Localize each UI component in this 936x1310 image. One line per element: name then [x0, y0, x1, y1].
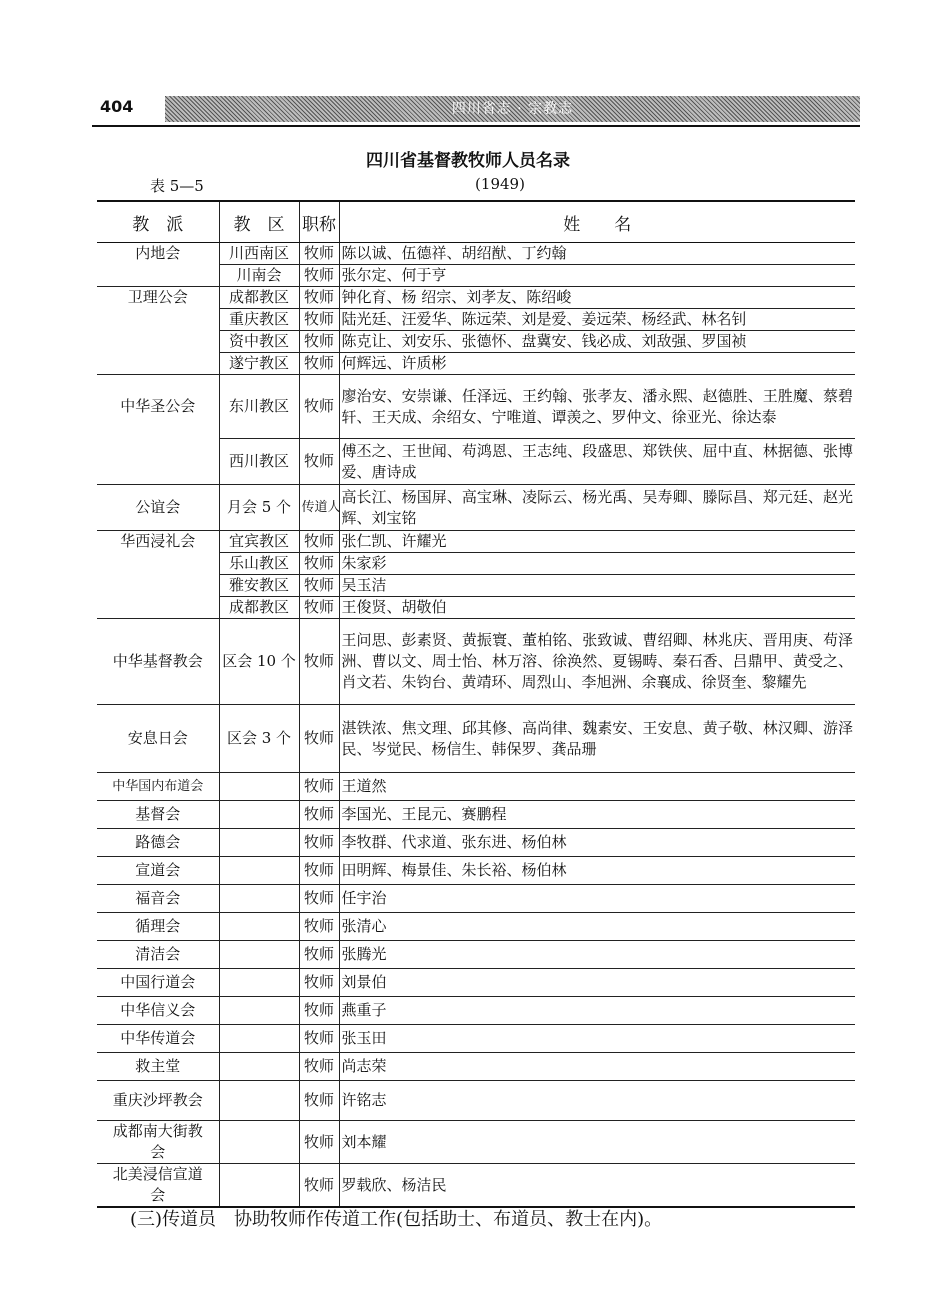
district-cell: 雅安教区 [219, 575, 299, 597]
names-cell: 张腾光 [339, 941, 855, 969]
table-row [97, 913, 855, 941]
title-cell: 牧师 [299, 997, 339, 1025]
denomination-cell: 福音会 [97, 885, 219, 913]
table-row [97, 553, 855, 575]
table-body [97, 243, 855, 1208]
names-cell: 尚志荣 [339, 1053, 855, 1081]
table-row [97, 885, 855, 913]
district-cell: 西川教区 [219, 439, 299, 485]
title-cell: 牧师 [299, 531, 339, 553]
names-cell: 张仁凯、许耀光 [339, 531, 855, 553]
table-row [97, 485, 855, 531]
names-cell: 吴玉洁 [339, 575, 855, 597]
district-cell [219, 1164, 299, 1208]
title-cell: 牧师 [299, 287, 339, 309]
district-cell: 东川教区 [219, 375, 299, 439]
col-title: 职称 [299, 201, 339, 243]
district-cell [219, 1025, 299, 1053]
title-cell: 牧师 [299, 705, 339, 773]
title-cell: 牧师 [299, 829, 339, 857]
table-row [97, 531, 855, 553]
district-cell [219, 997, 299, 1025]
title-cell: 牧师 [299, 1081, 339, 1121]
col-district: 教 区 [219, 201, 299, 243]
table-header-row [97, 201, 855, 243]
title-cell: 传道人 [299, 485, 339, 531]
names-cell: 陈克让、刘安乐、张德怀、盘冀安、钱必成、刘敌强、罗国祯 [339, 331, 855, 353]
district-cell: 宜宾教区 [219, 531, 299, 553]
names-cell: 何辉远、许质彬 [339, 353, 855, 375]
denomination-cell: 卫理公会 [97, 287, 219, 309]
names-cell: 田明辉、梅景佳、朱长裕、杨伯林 [339, 857, 855, 885]
names-cell: 刘景伯 [339, 969, 855, 997]
district-cell [219, 885, 299, 913]
denomination-cell: 安息日会 [97, 705, 219, 773]
table-row [97, 353, 855, 375]
denomination-cell: 中华基督教会 [97, 619, 219, 705]
table-row [97, 1121, 855, 1164]
district-cell: 资中教区 [219, 331, 299, 353]
district-cell: 遂宁教区 [219, 353, 299, 375]
denomination-cell: 华西浸礼会 [97, 531, 219, 553]
denomination-cell: 中华传道会 [97, 1025, 219, 1053]
district-cell: 川西南区 [219, 243, 299, 265]
district-cell [219, 941, 299, 969]
names-cell: 廖治安、安崇谦、任泽远、王约翰、张孝友、潘永熙、赵德胜、王胜魔、蔡碧轩、王天成、余绍女、宁唯道、谭羡之、罗仲文、徐亚光、徐达泰 [339, 375, 855, 439]
pastor-table [97, 200, 855, 1208]
table-row [97, 969, 855, 997]
denomination-cell [97, 265, 219, 287]
table-row [97, 331, 855, 353]
names-cell: 陆光廷、汪爱华、陈远荣、刘是爱、姜远荣、杨经武、林名钊 [339, 309, 855, 331]
col-names: 姓 名 [339, 201, 855, 243]
district-cell [219, 913, 299, 941]
denomination-cell: 成都南大街教会 [97, 1121, 219, 1164]
title-cell: 牧师 [299, 941, 339, 969]
title-cell: 牧师 [299, 243, 339, 265]
table-year: (1949) [475, 175, 525, 193]
district-cell [219, 969, 299, 997]
names-cell: 高长江、杨国屏、高宝琳、凌际云、杨光禹、吴寿卿、滕际昌、郑元廷、赵光辉、刘宝铭 [339, 485, 855, 531]
denomination-cell: 中华国内布道会 [97, 773, 219, 801]
title-cell: 牧师 [299, 265, 339, 287]
title-cell: 牧师 [299, 969, 339, 997]
title-cell: 牧师 [299, 331, 339, 353]
names-cell: 刘本耀 [339, 1121, 855, 1164]
title-cell: 牧师 [299, 575, 339, 597]
denomination-cell: 中华圣公会 [97, 375, 219, 439]
denomination-cell [97, 575, 219, 597]
district-cell: 成都教区 [219, 597, 299, 619]
table-row [97, 243, 855, 265]
denomination-cell: 中国行道会 [97, 969, 219, 997]
names-cell: 李牧群、代求道、张东进、杨伯林 [339, 829, 855, 857]
denomination-cell: 清洁会 [97, 941, 219, 969]
district-cell: 区会 10 个 [219, 619, 299, 705]
names-cell: 许铭志 [339, 1081, 855, 1121]
table-row [97, 375, 855, 439]
denomination-cell: 北美浸信宣道会 [97, 1164, 219, 1208]
title-cell: 牧师 [299, 1053, 339, 1081]
table-number: 表 5—5 [150, 177, 204, 195]
table-row [97, 439, 855, 485]
running-header-band [165, 96, 860, 122]
names-cell: 任宇治 [339, 885, 855, 913]
title-cell: 牧师 [299, 857, 339, 885]
table-row [97, 829, 855, 857]
district-cell: 成都教区 [219, 287, 299, 309]
title-cell: 牧师 [299, 1164, 339, 1208]
table-row [97, 1025, 855, 1053]
denomination-cell: 公谊会 [97, 485, 219, 531]
denomination-cell: 宣道会 [97, 857, 219, 885]
table-row [97, 997, 855, 1025]
names-cell: 陈以诚、伍德祥、胡绍猷、丁约翰 [339, 243, 855, 265]
table-row [97, 1164, 855, 1208]
district-cell [219, 1121, 299, 1164]
title-cell: 牧师 [299, 553, 339, 575]
names-cell: 王俊贤、胡敬伯 [339, 597, 855, 619]
denomination-cell: 救主堂 [97, 1053, 219, 1081]
denomination-cell [97, 597, 219, 619]
district-cell: 区会 3 个 [219, 705, 299, 773]
title-cell: 牧师 [299, 619, 339, 705]
table-row [97, 575, 855, 597]
names-cell: 朱家彩 [339, 553, 855, 575]
names-cell: 燕重子 [339, 997, 855, 1025]
table-row [97, 597, 855, 619]
title-cell: 牧师 [299, 439, 339, 485]
district-cell: 月会 5 个 [219, 485, 299, 531]
denomination-cell: 路德会 [97, 829, 219, 857]
title-cell: 牧师 [299, 309, 339, 331]
table-row [97, 773, 855, 801]
footnote-label: (三)传道员 [130, 1209, 217, 1230]
names-cell: 张玉田 [339, 1025, 855, 1053]
denomination-cell: 循理会 [97, 913, 219, 941]
denomination-cell: 基督会 [97, 801, 219, 829]
title-cell: 牧师 [299, 1121, 339, 1164]
names-cell: 王道然 [339, 773, 855, 801]
title-cell: 牧师 [299, 801, 339, 829]
district-cell: 川南会 [219, 265, 299, 287]
names-cell: 张清心 [339, 913, 855, 941]
denomination-cell [97, 309, 219, 331]
district-cell [219, 801, 299, 829]
col-denomination: 教 派 [97, 201, 219, 243]
names-cell: 王问思、彭素贤、黄振寰、董柏铭、张致诚、曹绍卿、林兆庆、晋用庚、苟泽洲、曹以文、周士怡、林万溶、徐涣然、夏锡畴、秦石香、吕鼎甲、黄受之、肖文若、朱钧台、黄靖环、周烈山、李旭洲、余襄成、徐贤奎、黎耀先 [339, 619, 855, 705]
names-cell: 张尔定、何于亨 [339, 265, 855, 287]
title-cell: 牧师 [299, 773, 339, 801]
names-cell: 钟化育、杨 绍宗、刘孝友、陈绍峻 [339, 287, 855, 309]
table-row [97, 801, 855, 829]
names-cell: 湛铁浓、焦文理、邱其修、高尚律、魏素安、王安息、黄子敬、林汉卿、游泽民、岑觉民、杨信生、韩保罗、龚品珊 [339, 705, 855, 773]
district-cell [219, 1081, 299, 1121]
title-cell: 牧师 [299, 597, 339, 619]
header-rule [92, 125, 860, 127]
denomination-cell [97, 439, 219, 485]
denomination-cell: 中华信义会 [97, 997, 219, 1025]
book-title: 四川省志 · 宗教志 [451, 101, 574, 117]
footnote [130, 1205, 662, 1231]
table-row [97, 941, 855, 969]
table-row [97, 705, 855, 773]
district-cell [219, 829, 299, 857]
district-cell: 乐山教区 [219, 553, 299, 575]
denomination-cell: 重庆沙坪教会 [97, 1081, 219, 1121]
title-cell: 牧师 [299, 1025, 339, 1053]
district-cell [219, 857, 299, 885]
title-cell: 牧师 [299, 375, 339, 439]
denomination-cell [97, 331, 219, 353]
title-cell: 牧师 [299, 353, 339, 375]
table-row [97, 309, 855, 331]
district-cell: 重庆教区 [219, 309, 299, 331]
table-row [97, 265, 855, 287]
denomination-cell [97, 553, 219, 575]
page-number: 404 [100, 97, 134, 116]
district-cell [219, 1053, 299, 1081]
table-row [97, 287, 855, 309]
table-row [97, 619, 855, 705]
names-cell: 李国光、王昆元、赛鹏程 [339, 801, 855, 829]
table-row [97, 1081, 855, 1121]
denomination-cell [97, 353, 219, 375]
footnote-text: 协助牧师作传道工作(包括助士、布道员、教士在内)。 [234, 1209, 663, 1230]
names-cell: 傅丕之、王世闻、苟鸿恩、王志纯、段盛思、郑铁侠、屈中直、林据德、张博爱、唐诗成 [339, 439, 855, 485]
table-row [97, 1053, 855, 1081]
denomination-cell: 内地会 [97, 243, 219, 265]
title-cell: 牧师 [299, 885, 339, 913]
title-cell: 牧师 [299, 913, 339, 941]
names-cell: 罗载欣、杨洁民 [339, 1164, 855, 1208]
table-title: 四川省基督教牧师人员名录 [366, 151, 570, 171]
table-row [97, 857, 855, 885]
district-cell [219, 773, 299, 801]
